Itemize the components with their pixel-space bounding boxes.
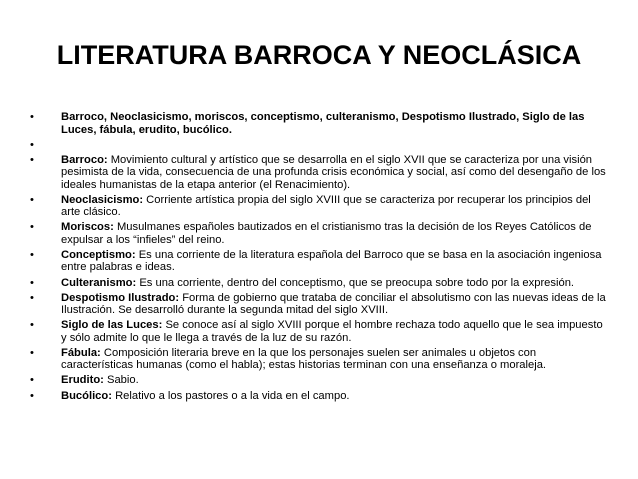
term-label: Conceptismo: xyxy=(61,248,136,261)
bullet-marker: • xyxy=(30,319,34,332)
bullet-marker: • xyxy=(30,291,34,304)
list-item xyxy=(30,347,610,372)
term-label: Barroco: xyxy=(61,153,108,166)
term-definition: Corriente artística propia del siglo XVIII que se caracteriza por recuperar los principios del arte clásico. xyxy=(61,193,591,219)
keyword-list: Barroco, Neoclasicismo, moriscos, conceptismo, culteranismo, Despotismo Ilustrado, Siglo de las Luces, fábula, erudito, bucólico. xyxy=(61,111,585,136)
term-definition: Se conoce así al siglo XVIII porque el hombre rechaza todo aquello que le sea impuesto y sólo admite lo que le llega a través de la luz de su razón. xyxy=(61,319,603,344)
bullet-marker: • xyxy=(30,153,34,166)
bullet-marker: • xyxy=(30,276,34,289)
bullet-marker: • xyxy=(30,111,34,123)
list-item xyxy=(30,111,610,136)
term-definition: Composición literaria breve en la que los personajes suelen ser animales u objetos con características humanas (como el habla); estas historias terminan con una enseñanza o moraleja. xyxy=(61,346,547,372)
bullet-marker: • xyxy=(30,346,34,359)
bullet-marker: • xyxy=(30,248,34,261)
bullet-list xyxy=(30,111,610,405)
term-label: Culteranismo: xyxy=(61,276,137,289)
list-item xyxy=(30,139,610,152)
list-item xyxy=(30,374,610,387)
list-item xyxy=(30,292,610,317)
term-definition: Forma de gobierno que trataba de conciliar el absolutismo con las nuevas ideas de la Ilustración. Se desarrolló durante la segunda mitad del siglo XVIII. xyxy=(61,291,606,317)
bullet-marker: • xyxy=(30,193,34,206)
list-item xyxy=(30,277,610,290)
slide-title: LITERATURA BARROCA Y NEOCLÁSICA xyxy=(56,40,582,70)
list-item xyxy=(30,390,610,403)
term-label: Fábula: xyxy=(61,346,101,359)
term-definition: Movimiento cultural y artístico que se desarrolla en el siglo XVII que se caracteriza por una visión pesimista de la vida, consecuencia de una profunda crisis económica y social, así como del desengaño de los ideales humanistas de la etapa anterior (el Renacimiento). xyxy=(61,153,606,191)
term-label: Despotismo Ilustrado: xyxy=(61,291,180,304)
bullet-marker: • xyxy=(30,389,34,402)
term-label: Erudito: xyxy=(61,374,104,387)
term-definition: Es una corriente de la literatura española del Barroco que se basa en la asociación ingeniosa entre palabras e ideas. xyxy=(61,248,602,274)
term-definition: Es una corriente, dentro del conceptismo, que se preocupa sobre todo por la expresión. xyxy=(136,276,575,289)
term-definition: Sabio. xyxy=(103,374,139,387)
bullet-marker: • xyxy=(30,138,34,151)
term-definition: Musulmanes españoles bautizados en el cristianismo tras la decisión de los Reyes Católicos de expulsar a los “infieles” del reino. xyxy=(61,221,592,246)
list-item xyxy=(30,221,610,246)
bullet-marker: • xyxy=(30,221,34,234)
term-label: Bucólico: xyxy=(61,389,112,402)
list-item xyxy=(30,194,610,219)
list-item xyxy=(30,249,610,274)
term-label: Neoclasicismo: xyxy=(61,193,144,206)
term-label: Moriscos: xyxy=(61,221,114,234)
list-item xyxy=(30,319,610,344)
term-definition: Relativo a los pastores o a la vida en el campo. xyxy=(111,389,350,402)
term-label: Siglo de las Luces: xyxy=(61,319,163,332)
bullet-marker: • xyxy=(30,374,34,387)
list-item xyxy=(30,154,610,192)
